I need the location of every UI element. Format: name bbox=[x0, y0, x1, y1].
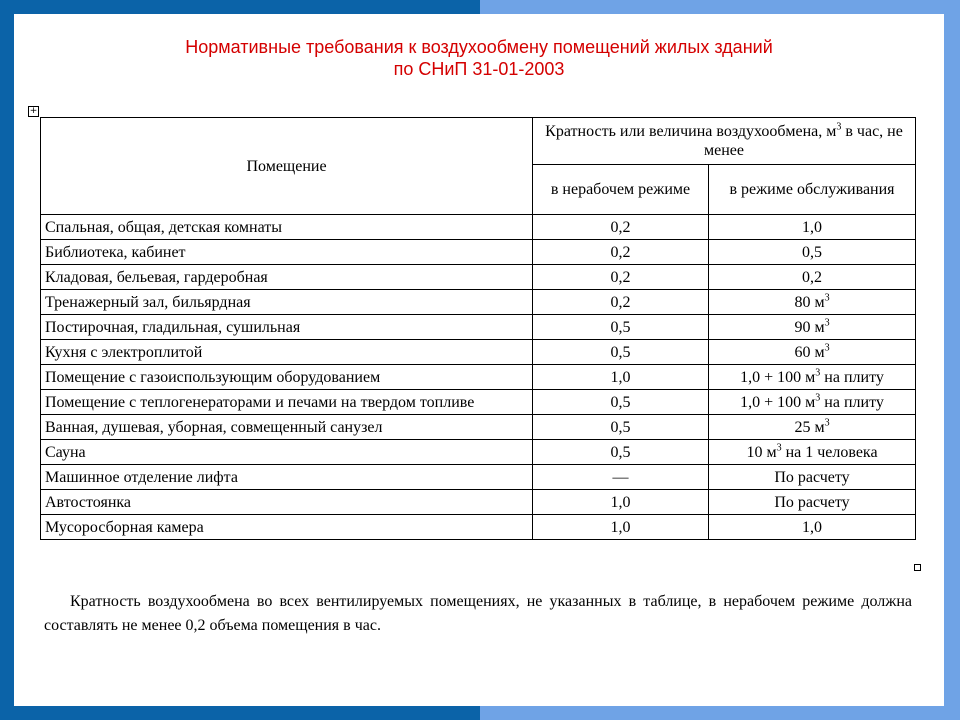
table-row bbox=[41, 290, 916, 315]
table-move-handle-icon[interactable]: + bbox=[29, 106, 38, 116]
table-resize-handle[interactable] bbox=[914, 564, 921, 571]
cell-service-mode: 1,0 + 100 $м^3$ на плиту bbox=[709, 390, 916, 415]
table-row bbox=[41, 515, 916, 540]
table-row bbox=[41, 365, 916, 390]
cell-service-mode: 1,0 + 100 $м^3$ на плиту bbox=[709, 365, 916, 390]
cell-room: Мусоросборная камера bbox=[41, 515, 533, 540]
cell-off-mode: 0,2 bbox=[533, 290, 709, 315]
cell-off-mode: 0,5 bbox=[533, 415, 709, 440]
table-row bbox=[41, 465, 916, 490]
header-off-mode: в нерабочем режиме bbox=[533, 165, 709, 215]
table-row bbox=[41, 440, 916, 465]
cell-off-mode: 0,5 bbox=[533, 440, 709, 465]
cell-room: Спальная, общая, детская комнаты bbox=[41, 215, 533, 240]
table-row bbox=[41, 215, 916, 240]
cell-service-mode: 10 $м^3$ на 1 человека bbox=[709, 440, 916, 465]
cell-service-mode: 1,0 bbox=[709, 215, 916, 240]
document-page bbox=[14, 14, 944, 706]
page-title bbox=[14, 36, 944, 80]
table-row bbox=[41, 390, 916, 415]
cell-service-mode: 90 $м^3$ bbox=[709, 315, 916, 340]
cell-room: Помещение с газоиспользующим оборудованием bbox=[41, 365, 533, 390]
cell-room: Автостоянка bbox=[41, 490, 533, 515]
table-row bbox=[41, 490, 916, 515]
cell-off-mode: 0,2 bbox=[533, 240, 709, 265]
header-room: Помещение bbox=[41, 118, 533, 215]
cell-off-mode: 0,2 bbox=[533, 215, 709, 240]
cell-service-mode: 0,5 bbox=[709, 240, 916, 265]
cell-off-mode: 0,5 bbox=[533, 315, 709, 340]
cell-room: Помещение с теплогенераторами и печами на твердом топливе bbox=[41, 390, 533, 415]
cell-off-mode: 1,0 bbox=[533, 490, 709, 515]
cell-service-mode: 60 $м^3$ bbox=[709, 340, 916, 365]
cell-off-mode: 0,5 bbox=[533, 340, 709, 365]
cell-off-mode: — bbox=[533, 465, 709, 490]
cell-service-mode: По расчету bbox=[709, 465, 916, 490]
table-row bbox=[41, 315, 916, 340]
table-row bbox=[41, 415, 916, 440]
header-rate: Кратность или величина воздухообмена, $м^3$ в час, не менее bbox=[533, 118, 916, 165]
header-service-mode: в режиме обслуживания bbox=[709, 165, 916, 215]
cell-room: Тренажерный зал, бильярдная bbox=[41, 290, 533, 315]
cell-service-mode: 80 $м^3$ bbox=[709, 290, 916, 315]
cell-service-mode: 25 $м^3$ bbox=[709, 415, 916, 440]
cell-off-mode: 0,2 bbox=[533, 265, 709, 290]
cell-room: Сауна bbox=[41, 440, 533, 465]
cell-room: Библиотека, кабинет bbox=[41, 240, 533, 265]
title-line-2: по СНиП 31-01-2003 bbox=[393, 59, 565, 79]
cell-room: Машинное отделение лифта bbox=[41, 465, 533, 490]
ventilation-table bbox=[40, 117, 916, 540]
cell-room: Кухня с электроплитой bbox=[41, 340, 533, 365]
cell-service-mode: По расчету bbox=[709, 490, 916, 515]
cell-service-mode: 1,0 bbox=[709, 515, 916, 540]
cell-off-mode: 1,0 bbox=[533, 365, 709, 390]
cell-room: Постирочная, гладильная, сушильная bbox=[41, 315, 533, 340]
cell-room: Ванная, душевая, уборная, совмещенный санузел bbox=[41, 415, 533, 440]
cell-room: Кладовая, бельевая, гардеробная bbox=[41, 265, 533, 290]
cell-service-mode: 0,2 bbox=[709, 265, 916, 290]
cell-off-mode: 0,5 bbox=[533, 390, 709, 415]
table-row bbox=[41, 265, 916, 290]
footnote: Кратность воздухообмена во всех вентилируемых помещениях, не указанных в таблице, в нерабочем режиме должна составлять не менее 0,2 объема помещения в час. bbox=[44, 593, 912, 634]
title-line-1: Нормативные требования к воздухообмену помещений жилых зданий bbox=[185, 37, 773, 57]
cell-off-mode: 1,0 bbox=[533, 515, 709, 540]
table-row bbox=[41, 340, 916, 365]
table-row bbox=[41, 240, 916, 265]
